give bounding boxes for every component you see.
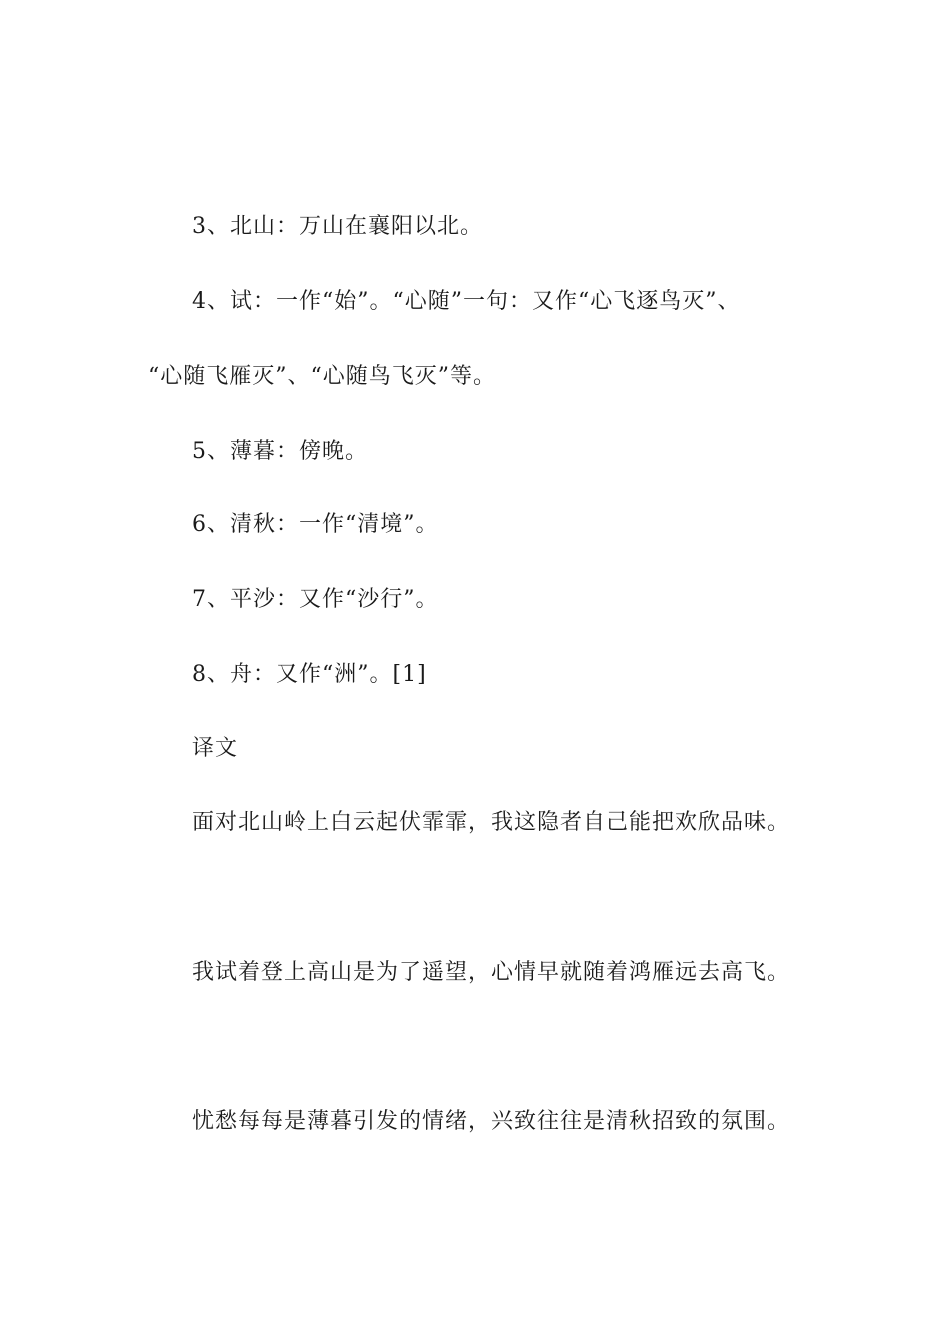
translation-line-2: 我试着登上高山是为了遥望，心情早就随着鸿雁远去高飞。	[192, 960, 791, 985]
note-3: 3、北山：万山在襄阳以北。	[192, 214, 483, 239]
translation-heading: 译文	[192, 736, 239, 761]
note-6: 6、清秋：一作“清境”。	[192, 512, 439, 537]
translation-line-1: 面对北山岭上白云起伏霏霏，我这隐者自己能把欢欣品味。	[192, 810, 791, 835]
note-8: 8、舟：又作“洲”。[1]	[192, 662, 427, 687]
note-5: 5、薄暮：傍晚。	[192, 439, 368, 464]
note-4: 4、试：一作“始”。“心随”一句：又作“心飞逐鸟灭”、	[192, 289, 741, 314]
note-7: 7、平沙：又作“沙行”。	[192, 587, 439, 612]
translation-line-3: 忧愁每每是薄暮引发的情绪，兴致往往是清秋招致的氛围。	[192, 1109, 791, 1134]
note-4-continued: “心随飞雁灭”、“心随鸟飞灭”等。	[148, 364, 496, 389]
